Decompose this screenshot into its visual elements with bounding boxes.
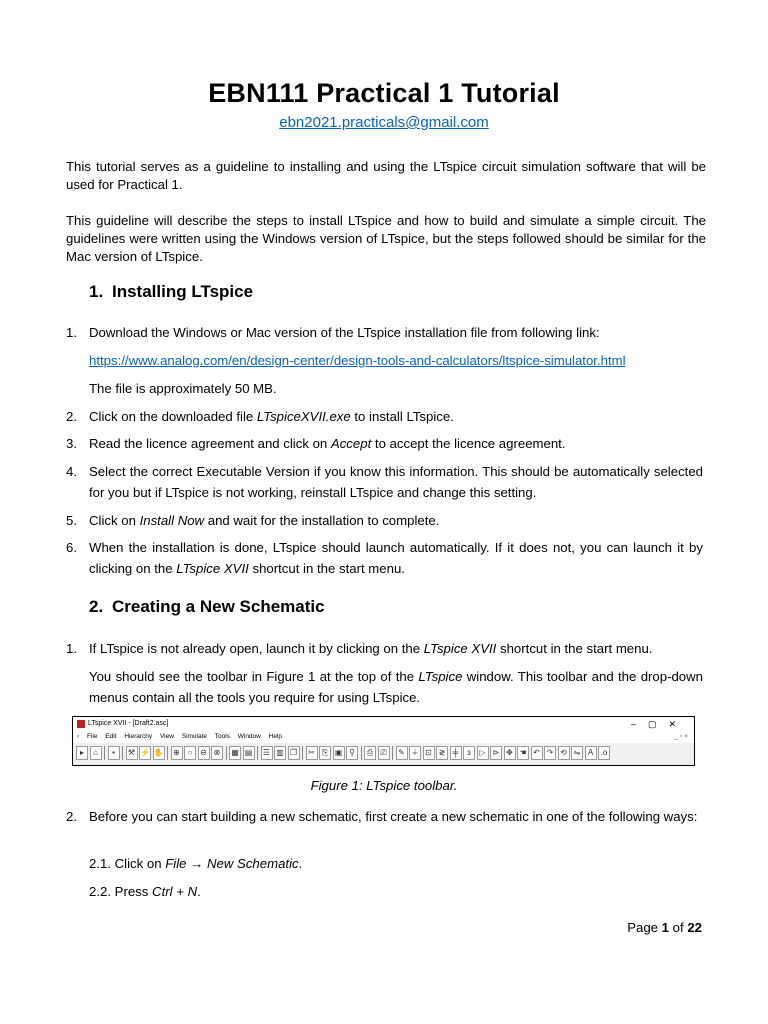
ltspice-toolbar-figure bbox=[72, 716, 695, 766]
rotate-icon: ⟲ bbox=[558, 746, 570, 760]
component-icon: ⊳ bbox=[490, 746, 502, 760]
window-title: LTspice XVII - [Draft2.asc] bbox=[88, 720, 169, 727]
menu-tools: Tools bbox=[214, 733, 230, 740]
inductor-icon: ɜ bbox=[463, 746, 475, 760]
tile-vertical-icon: ▥ bbox=[274, 746, 286, 760]
save-icon: ▪ bbox=[108, 746, 120, 760]
halt-icon: ✋ bbox=[153, 746, 165, 760]
window-controls: –▢✕ bbox=[630, 719, 688, 729]
figure-caption: Figure 1: LTspice toolbar. bbox=[310, 778, 458, 793]
zoom-in-icon: ⊕ bbox=[171, 746, 183, 760]
ltspice-app-icon bbox=[77, 720, 85, 728]
section-number: 1. bbox=[89, 282, 104, 301]
autoscale-icon: ▦ bbox=[229, 746, 241, 760]
control-panel-icon: ⚒ bbox=[126, 746, 138, 760]
menu-view: View bbox=[159, 733, 174, 740]
menu-window: Window bbox=[237, 733, 261, 740]
intro-paragraph-2: This guideline will describe the steps to install LTspice and how to build and simulate a simple circuit. The guidelines were written using the Windows version of LTspice, but the steps followed should be similar for the Mac version of LTspice. bbox=[66, 213, 706, 264]
menu-help: Help bbox=[268, 733, 283, 740]
intro-paragraph-1: This tutorial serves as a guideline to installing and using the LTspice circuit simulation software that will be used for Practical 1. bbox=[66, 159, 706, 192]
ground-icon: ⏚ bbox=[409, 746, 421, 760]
mdi-controls: _ ▫ × bbox=[674, 733, 688, 740]
document-page: EBN111 Practical 1 Tutorial ebn2021.practicals@gmail.com This tutorial serves as a guideline to installing and using the LTspice circuit simulation software that will be used for Practical 1. This guideline will describe the steps to install LTspice and how to build and simulate a simple circuit. The guidelines were written using the Windows version of LTspice, but the steps followed should be similar for the Mac version of LTspice. 1. Installing LTspice 1. Download the Windows or Mac version of the LTspice installation file from following link: https://www.analog.com/en/design-center/design-tools-and-calculators/ltspice-simulator.html The file is approximately 50 MB. 2. Click on the downloaded file LTspiceXVII.exe to install LTspice. 3. Read the licence agreement and click on Accept to accept the licence agreement. 4. Select the correct Executable Version if you know this information. This should be automatically selected for you but if LTspice is not working, reinstall LTspice and change this setting. 5. Click on Install Now and wait for the installation to complete. 6. When the installation is done, LTspice should launch automatically. If it does not, you can launch it by clicking on the LTspice XVII shortcut in the start menu. 2. Creating a New Schematic 1. If LTspice is not already open, launch it by clicking on the LTspice XVII shortcut in the start menu. You should see the toolbar in Figure 1 at the top of the LTspice window. This toolbar and the drop-down menus contain all the tools you require for using LTspice. LTspice XVII - [Draft2.asc] –▢✕ ‹ File Edit Hierarchy View Simulate Tools Window Help _ ▫ × ▸ ⌂ ▪ ⚒ ⚡ ✋ ⊕ ○ ⊖ ⊗ ▦ ▤ ☰ ▥ ❐ ✂ ⎘ ▣ ⚲ ⎙ ⎚ ✎ ⏚ ⊡ ≷ ╪ ɜ ▷ ⊳ ✥ ☚ ↶ ↷ ⟲ ⇋ A .o Figure 1: LTspice toolbar. 2. Before you can start building a new schematic, first create a new schematic in one of the following ways: 2.1. Click on File → New Schematic. 2.2. Press Ctrl + N. Page 1 of 22 bbox=[0, 0, 768, 1024]
sub-step-2-1: 2.1. Click on File → New Schematic. bbox=[89, 856, 303, 871]
run-icon: ⚡ bbox=[139, 746, 151, 760]
page-number: Page 1 of 22 bbox=[627, 920, 702, 935]
undo-icon: ↶ bbox=[531, 746, 543, 760]
back-arrow-icon: ‹ bbox=[77, 733, 80, 740]
open-icon: ⌂ bbox=[90, 746, 102, 760]
zoom-fit-icon: ⊗ bbox=[211, 746, 223, 760]
pan-icon: ○ bbox=[184, 746, 196, 760]
print-preview-icon: ⎚ bbox=[378, 746, 390, 760]
cut-icon: ✂ bbox=[306, 746, 318, 760]
capacitor-icon: ╪ bbox=[450, 746, 462, 760]
cascade-icon: ❐ bbox=[288, 746, 300, 760]
toolbar-icons bbox=[76, 744, 691, 762]
print-icon: ⎙ bbox=[364, 746, 376, 760]
find-icon: ⚲ bbox=[346, 746, 358, 760]
menu-hierarchy: Hierarchy bbox=[124, 733, 153, 740]
sub-step-2-2: 2.2. Press Ctrl + N. bbox=[89, 884, 201, 899]
tile-horizontal-icon: ☰ bbox=[261, 746, 273, 760]
menu-edit: Edit bbox=[105, 733, 117, 740]
menu-file: File bbox=[87, 733, 98, 740]
zoom-out-icon: ⊖ bbox=[198, 746, 210, 760]
mirror-icon: ⇋ bbox=[571, 746, 583, 760]
drag-icon: ☚ bbox=[517, 746, 529, 760]
text-icon: A bbox=[585, 746, 597, 760]
move-icon: ✥ bbox=[504, 746, 516, 760]
menu-simulate: Simulate bbox=[181, 733, 208, 740]
diode-icon: ▷ bbox=[477, 746, 489, 760]
copy-icon: ⎘ bbox=[319, 746, 331, 760]
menu-bar bbox=[73, 731, 694, 743]
plot-settings-icon: ▤ bbox=[243, 746, 255, 760]
new-schematic-icon: ▸ bbox=[76, 746, 88, 760]
resistor-icon: ≷ bbox=[436, 746, 448, 760]
email-link[interactable]: ebn2021.practicals@gmail.com bbox=[279, 114, 489, 131]
label-net-icon: ⊡ bbox=[423, 746, 435, 760]
wire-icon: ✎ bbox=[396, 746, 408, 760]
section-title: Creating a New Schematic bbox=[112, 597, 325, 616]
document-title: EBN111 Practical 1 Tutorial bbox=[208, 78, 560, 108]
paste-icon: ▣ bbox=[333, 746, 345, 760]
ltspice-download-link[interactable]: https://www.analog.com/en/design-center/design-tools-and-calculators/ltspice-simulator.html bbox=[89, 353, 626, 368]
window-titlebar bbox=[73, 717, 694, 731]
redo-icon: ↷ bbox=[544, 746, 556, 760]
section-number: 2. bbox=[89, 597, 104, 616]
section-title: Installing LTspice bbox=[112, 282, 254, 301]
spice-directive-icon: .o bbox=[598, 746, 610, 760]
